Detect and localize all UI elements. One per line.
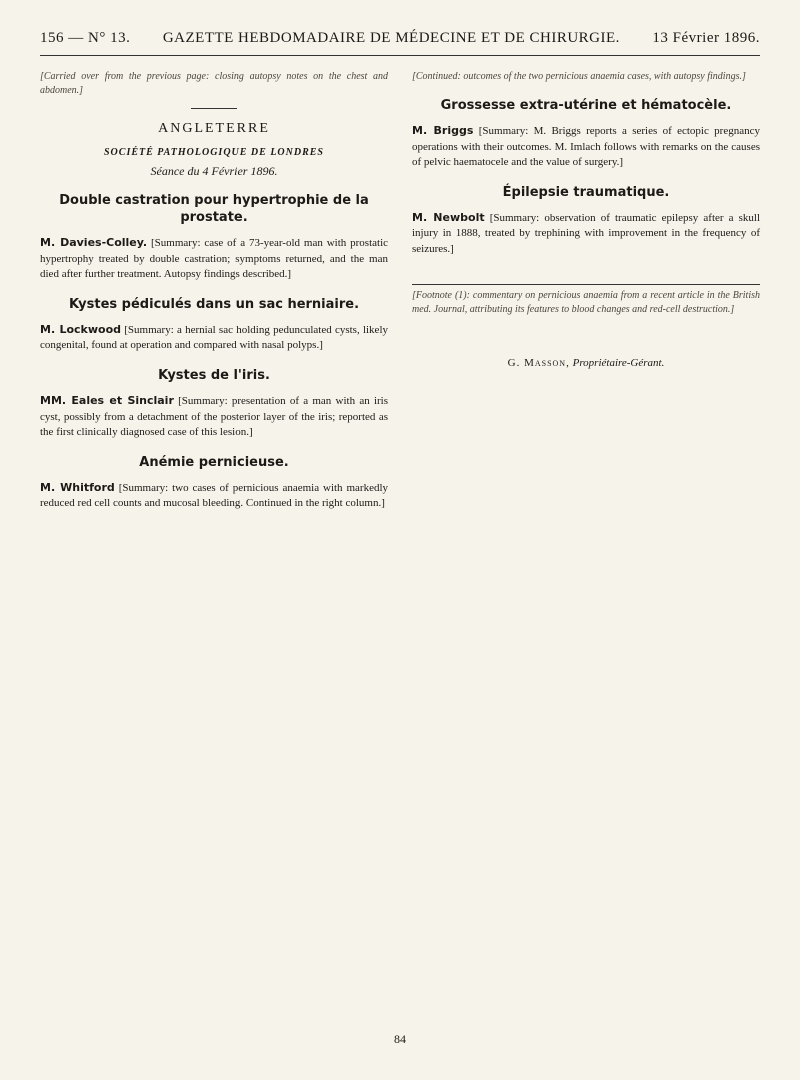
society-heading: SOCIÉTÉ PATHOLOGIQUE DE LONDRES [103,147,324,159]
article-body [40,480,388,512]
article-body [40,393,388,441]
speaker-name: M. Davies-Colley. [40,236,148,250]
speaker-name: MM. Eales et Sinclair [40,393,174,407]
footnote: [Footnote (1): commentary on pernicious anaemia from a recent article in the British med. Journal, attributing its features to blood changes and red-cell destruction.] [412,289,760,315]
article-summary: [Summary: case of a 73-year-old man with prostatic hypertrophy treated by double castration; symptoms returned, and the man died after further treatment. Autopsy findings described.] [40,237,389,281]
page-number: 84 [394,1032,406,1046]
article-body [412,210,760,258]
article-summary: [Summary: presentation of a man with an iris cyst, possibly from a detachment of the posterior layer of the iris; reported as the first clinically diagnosed case of this lesion.] [40,394,388,439]
country-heading: ANGLETERRE [158,121,270,137]
article-body [40,235,388,283]
article-body [40,322,388,354]
issue-date: 13 Février 1896. [652,30,760,46]
article-title: Double castration pour hypertrophie de la prostate. [59,193,369,226]
article-summary: [Summary: two cases of pernicious anaemia with markedly reduced red cell counts and mucosal bleeding. Continued in the right column.] [40,481,389,510]
left-column [40,66,388,518]
footnote-divider [412,284,760,285]
publisher-name: G. Masson, [507,357,570,369]
session-date: Séance du 4 Février 1896. [150,164,278,179]
article-title: Épilepsie traumatique. [502,184,670,200]
article-body [412,123,760,171]
article-title: Grossesse extra-utérine et hématocèle. [440,98,732,114]
journal-title: GAZETTE HEBDOMADAIRE DE MÉDECINE ET DE CHIRURGIE. [162,30,620,46]
publisher-role: Propriétaire-Gérant. [572,357,665,369]
article-summary: [Summary: observation of traumatic epilepsy after a skull injury in 1888, treated by trephining with improvement in the frequency of seizures.] [412,211,761,256]
right-column [412,66,760,518]
carry-over-note: [Carried over from the previous page: closing autopsy notes on the chest and abdomen.] [40,71,388,97]
speaker-name: M. Briggs [412,124,474,138]
two-column-body [40,66,760,518]
running-header [40,30,760,56]
article-summary: [Summary: M. Briggs reports a series of ectopic pregnancy operations with their outcomes. M. Imlach follows with remarks on the causes of pelvic haematocele and the value of surgery.] [412,125,760,169]
section-divider [191,108,237,109]
speaker-name: M. Newbolt [412,210,485,224]
speaker-name: M. Whitford [40,480,115,494]
continuation-note: [Continued: outcomes of the two pernicious anaemia cases, with autopsy findings.] [412,71,746,82]
article-title: Anémie pernicieuse. [139,454,289,470]
article-title: Kystes de l'iris. [158,368,270,384]
article-title: Kystes pédiculés dans un sac herniaire. [68,296,360,312]
speaker-name: M. Lockwood [40,322,122,336]
page-label: 156 — N° 13. [40,30,131,46]
publisher-signature [412,357,760,369]
article-summary: [Summary: a hernial sac holding pedunculated cysts, likely congenital, found at operation and compared with nasal polyps.] [40,323,388,352]
